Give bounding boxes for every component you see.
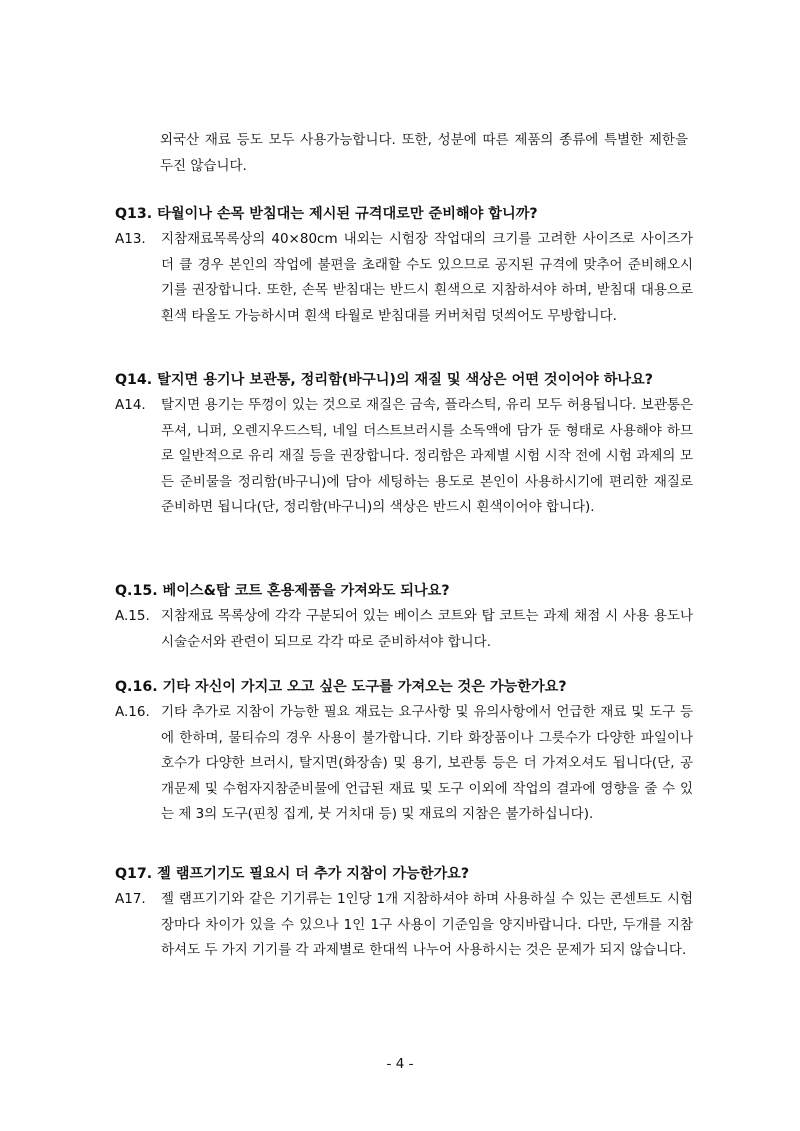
continuation-paragraph	[160, 128, 688, 179]
answer-row	[115, 887, 693, 964]
qa-item-14	[115, 368, 693, 521]
question-text: Q.15. 베이스&탑 코트 혼용제품을 가져와도 되나요?	[115, 583, 450, 599]
answer-text: 지참재료 목록상에 각각 구분되어 있는 베이스 코트와 탑 코트는 과제 채점 시 사용 용도나 시술순서와 관련이 되므로 각각 따로 준비하셔야 합니다.	[161, 608, 693, 650]
answer-text: 탈지면 용기는 뚜껑이 있는 것으로 재질은 금속, 플라스틱, 유리 모두 허용됩니다. 보관통은 푸셔, 니퍼, 오렌지우드스틱, 네일 더스트브러시를 소독액에 담가 둔 형태로 사용해야 하므로 일반적으로 유리 재질 등을 권장합니다. 정리함은 과제별 시험 시작 전에 시험 과제의 모든 준비물을 정리함(바구니)에 담아 세팅하는 용도로 본인이 사용하시기에 편리한 재질로 준비하면 됩니다(단, 정리함(바구니)의 색상은 반드시 흰색이어야 합니다).	[161, 397, 693, 515]
answer-row	[115, 700, 693, 828]
answer-row	[115, 393, 693, 521]
answer-label: A.16.	[115, 704, 150, 720]
qa-item-13	[115, 202, 693, 329]
page-number: - 4 -	[386, 1056, 414, 1072]
answer-label: A14.	[115, 397, 146, 413]
answer-label: A13.	[115, 231, 146, 247]
qa-item-17	[115, 862, 693, 964]
qa-item-16	[115, 675, 693, 828]
answer-row	[115, 227, 693, 329]
continuation-text: 외국산 재료 등도 모두 사용가능합니다. 또한, 성분에 따른 제품의 종류에 특별한 제한을 두진 않습니다.	[160, 132, 688, 174]
question-text: Q.16. 기타 자신이 가지고 오고 싶은 도구를 가져오는 것은 가능한가요?	[115, 679, 567, 695]
answer-text: 젤 램프기기와 같은 기기류는 1인당 1개 지참하셔야 하며 사용하실 수 있는 콘센트도 시험장마다 차이가 있을 수 있으나 1인 1구 사용이 기준임을 양지바랍니다. 다만, 두개를 지참하셔도 두 가지 기기를 각 과제별로 한대씩 나누어 사용하시는 것은 문제가 되지 않습니다.	[161, 891, 693, 958]
question-text: Q13. 타월이나 손목 받침대는 제시된 규격대로만 준비해야 합니까?	[115, 206, 538, 222]
answer-text: 기타 추가로 지참이 가능한 필요 재료는 요구사항 및 유의사항에서 언급한 재료 및 도구 등에 한하며, 물티슈의 경우 사용이 불가합니다. 기타 화장품이나 그릇수가 다양한 파일이나 호수가 다양한 브러시, 탈지면(화장솜) 및 용기, 보관통 등은 더 가져오셔도 됩니다(단, 공개문제 및 수험자지참준비물에 언급된 재료 및 도구 이외에 작업의 결과에 영향을 줄 수 있는 제 3의 도구(핀칭 집게, 붓 거치대 등) 및 재료의 지참은 불가하십니다).	[161, 704, 693, 822]
qa-item-15	[115, 579, 693, 655]
answer-row	[115, 604, 693, 655]
question-text: Q17. 젤 램프기기도 필요시 더 추가 지참이 가능한가요?	[115, 866, 470, 882]
question-text: Q14. 탈지면 용기나 보관통, 정리함(바구니)의 재질 및 색상은 어떤 것이어야 하나요?	[115, 372, 654, 388]
answer-label: A.15.	[115, 608, 150, 624]
answer-label: A17.	[115, 891, 146, 907]
answer-text: 지참재료목록상의 40×80cm 내외는 시험장 작업대의 크기를 고려한 사이즈로 사이즈가 더 클 경우 본인의 작업에 불편을 초래할 수도 있으므로 공지된 규격에 맞추어 준비해오시기를 권장합니다. 또한, 손목 받침대는 반드시 흰색으로 지참하셔야 하며, 받침대 대용으로 흰색 타올도 가능하시며 흰색 타월로 받침대를 커버처럼 덧씌어도 무방합니다.	[161, 231, 693, 324]
